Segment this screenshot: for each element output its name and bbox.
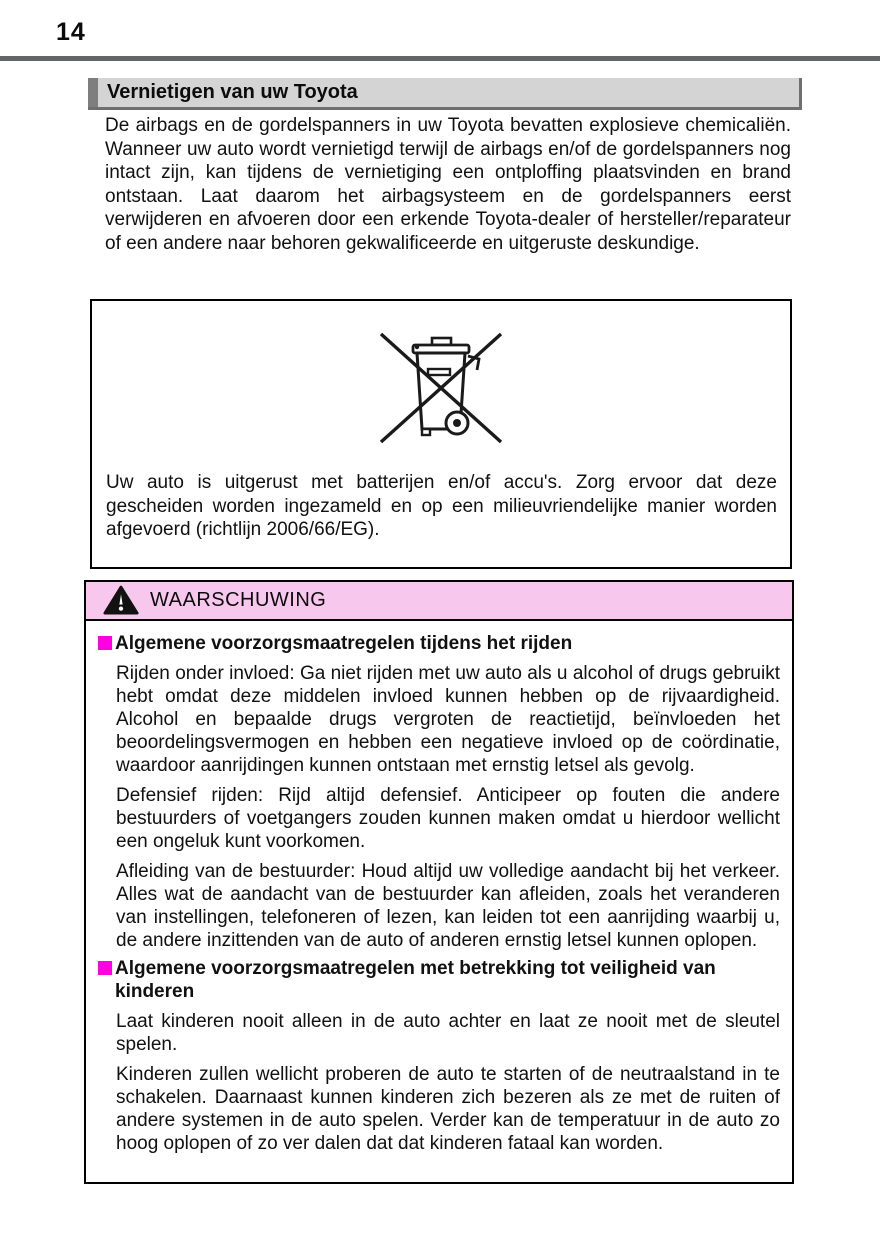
page-number: 14 — [56, 18, 86, 46]
warning-title: WAARSCHUWING — [150, 589, 327, 611]
warning-paragraph: Rijden onder invloed: Ga niet rijden met uw auto als u alcohol of drugs gebruikt hebt omdat deze middelen invloed kunnen hebben op de rijvaardigheid. Alcohol en bepaalde drugs vergroten de reactietijd, beïnvloeden het beoordelingsvermogen en hebben een negatieve invloed op de coördinatie, waardoor aanrijdingen kunnen ontstaan met ernstig letsel als gevolg. — [116, 663, 780, 776]
warning-paragraph: Defensief rijden: Rijd altijd defensief. Anticipeer op fouten die andere bestuurders of voetgangers zouden kunnen maken omdat u hierdoor wellicht een ongeluk kunt voorkomen. — [116, 785, 780, 852]
warning-section-heading — [98, 957, 782, 1003]
warning-section-heading-text: Algemene voorzorgsmaatregelen met betrekking tot veiligheid van kinderen — [115, 958, 716, 1002]
warning-content — [86, 621, 792, 1155]
intro-paragraph: De airbags en de gordelspanners in uw Toyota bevatten explosieve chemicaliën. Wanneer uw auto wordt vernietigd terwijl de airbags en/of de gordelspanners nog intact zijn, kan tijdens de vernietiging een ontploffing plaatsvinden en brand ontstaan. Laat daarom het airbagsysteem en de gordelspanners eerst verwijderen en afvoeren door een erkende Toyota-dealer of hersteller/reparateur of een andere naar behoren gekwalificeerde en uitgeruste deskundige. — [105, 115, 791, 254]
section-title: Vernietigen van uw Toyota — [107, 81, 358, 103]
magenta-bullet-icon — [98, 636, 112, 650]
crossed-out-wheelie-bin-icon — [369, 327, 513, 449]
warning-box — [84, 580, 794, 1184]
warning-section-heading-text: Algemene voorzorgsmaatregelen tijdens het rijden — [115, 633, 573, 654]
warning-header — [86, 582, 792, 621]
battery-disposal-box — [90, 299, 792, 569]
warning-triangle-icon — [103, 585, 139, 616]
section-header — [88, 78, 802, 110]
section-header-accent-bar — [88, 78, 98, 107]
battery-disposal-text: Uw auto is uitgerust met batterijen en/of accu's. Zorg ervoor dat deze gescheiden worden ingezameld en op een milieuvriendelijke manier worden afgevoerd (richtlijn 2006/66/EG). — [106, 472, 777, 540]
warning-paragraph: Laat kinderen nooit alleen in de auto achter en laat ze nooit met de sleutel spelen. — [116, 1011, 780, 1055]
warning-section-heading — [98, 632, 782, 655]
warning-paragraph: Kinderen zullen wellicht proberen de auto te starten of de neutraalstand in te schakelen. Daarnaast kunnen kinderen zich bezeren als ze met de ruiten of andere systemen in de auto spelen. Verder kan de temperatuur in de auto zo hoog oplopen of zo ver dalen dat dat kinderen fataal kan worden. — [116, 1064, 780, 1154]
header-rule — [0, 56, 880, 61]
magenta-bullet-icon — [98, 961, 112, 975]
warning-paragraph: Afleiding van de bestuurder: Houd altijd uw volledige aandacht bij het verkeer. Alles wat de aandacht van de bestuurder kan afleiden, zoals het veranderen van instellingen, telefoneren of lezen, kan leiden tot een aanrijding waarbij u, de andere inzittenden van de auto of anderen ernstig letsel kunnen oplopen. — [116, 861, 780, 951]
